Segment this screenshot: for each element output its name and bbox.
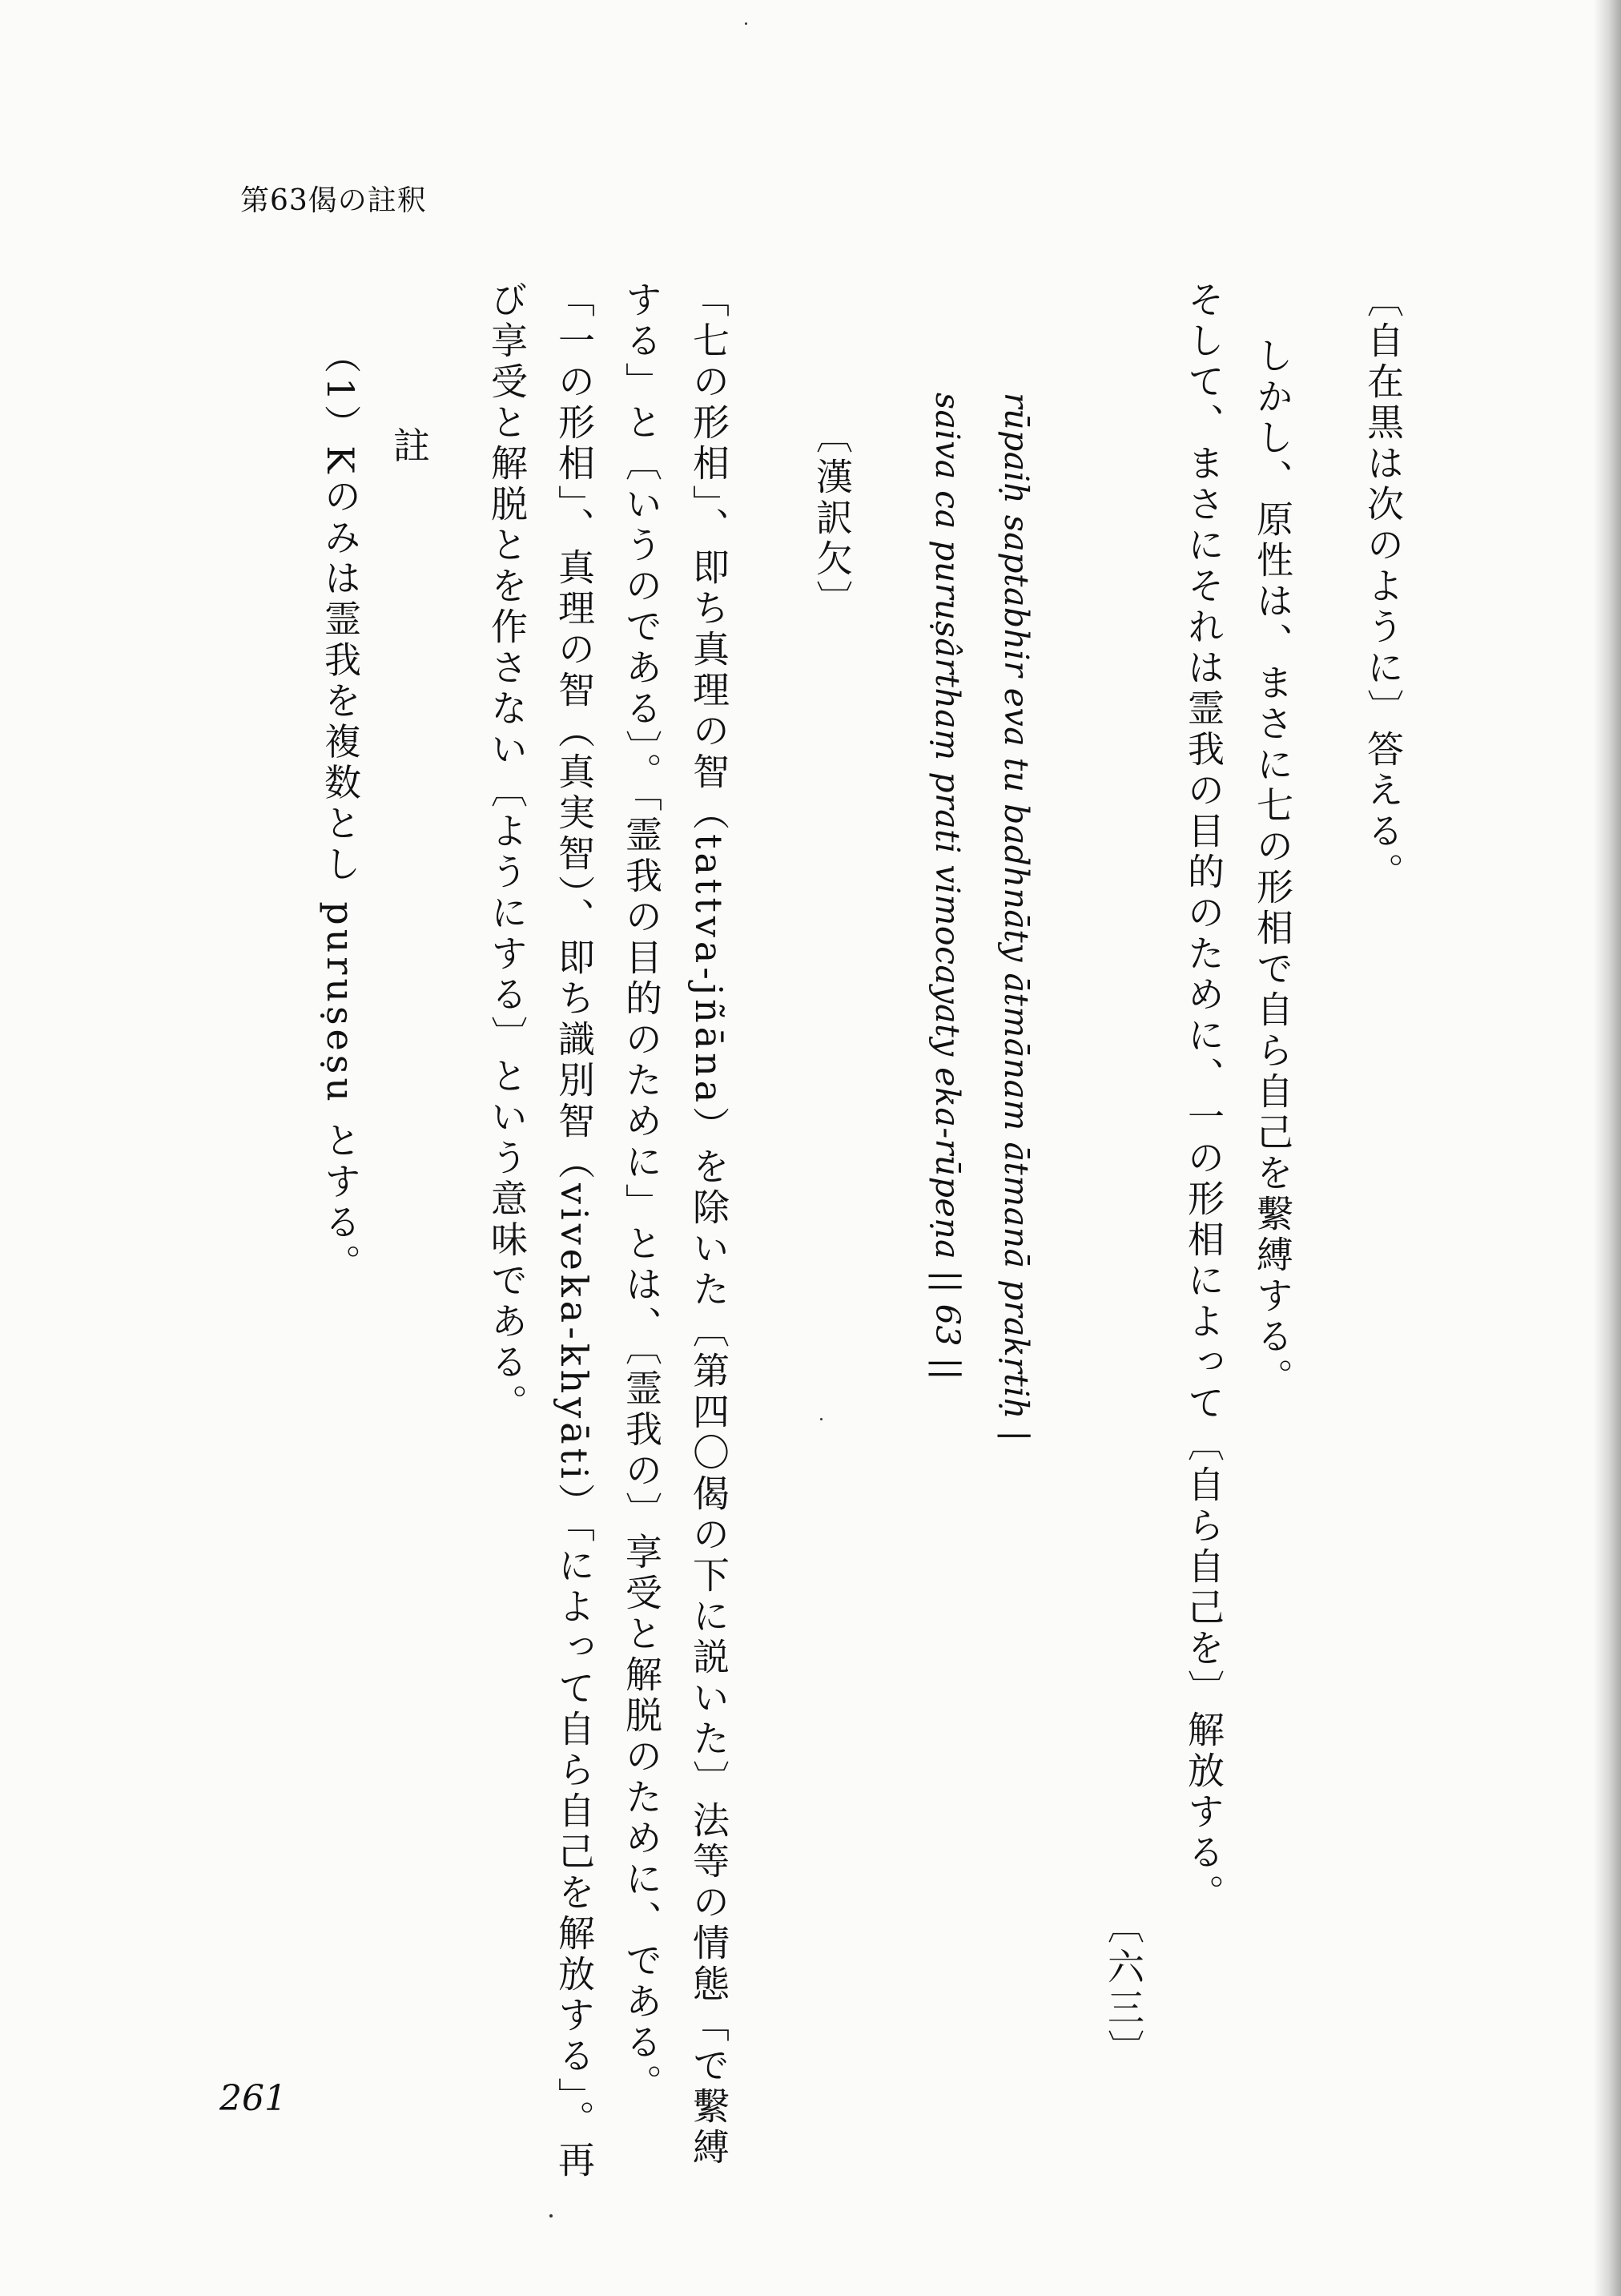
col-commentary-1: 「七の形相」、即ち真理の智（tattva-jñāna）を除いた〔第四〇偈の下に説いた〕法等の情態「で繫縛 [687, 280, 730, 2169]
col-chinese-missing: 〔漢訳欠〕 [810, 417, 854, 621]
col-note-1: （1）Kのみは霊我を複数とし puruṣeṣu とする。 [319, 336, 362, 1285]
col-sanskrit-1: rūpaiḥ saptabhir eva tu badhnāty ātmānam ātmanā prakṛtiḥ | [997, 393, 1036, 1442]
running-header: 第63偈の註釈 [240, 184, 427, 217]
page-number: 261 [219, 2078, 287, 2119]
page-spine-shadow [1594, 0, 1621, 2296]
col-sanskrit-2: saiva ca puruṣârthaṃ prati vimocayaty eka-rūpeṇa || 63 || [928, 393, 967, 1381]
col-speaker: 〔自在黒は次のように〕答える。 [1362, 280, 1405, 893]
col-verse-1: しかし、原性は、まさに七の形相で自ら自己を繫縛する。 [1251, 336, 1294, 1399]
col-verse-2: そして、まさにそれは霊我の目的のために、一の形相によって〔自ら自己を〕解放する。 [1182, 280, 1225, 1915]
scan-speck [549, 2214, 553, 2217]
col-verse-number: 〔六三〕 [1102, 1907, 1145, 2070]
col-commentary-4: び享受と解脱とを作さない〔ようにする〕という意味である。 [485, 280, 529, 1424]
scan-speck [820, 1418, 823, 1420]
scan-speck [745, 22, 747, 25]
col-commentary-2: する」と〔いうのである〕。「霊我の目的のために」とは、〔霊我の〕享受と解脱のために、である。 [620, 280, 663, 2105]
col-notes-heading: 註 [388, 426, 431, 467]
col-commentary-3: 「一の形相」、真理の智（真実智）、即ち識別智（viveka-khyāti）「によって自ら自己を解放する」。再 [553, 280, 596, 2181]
